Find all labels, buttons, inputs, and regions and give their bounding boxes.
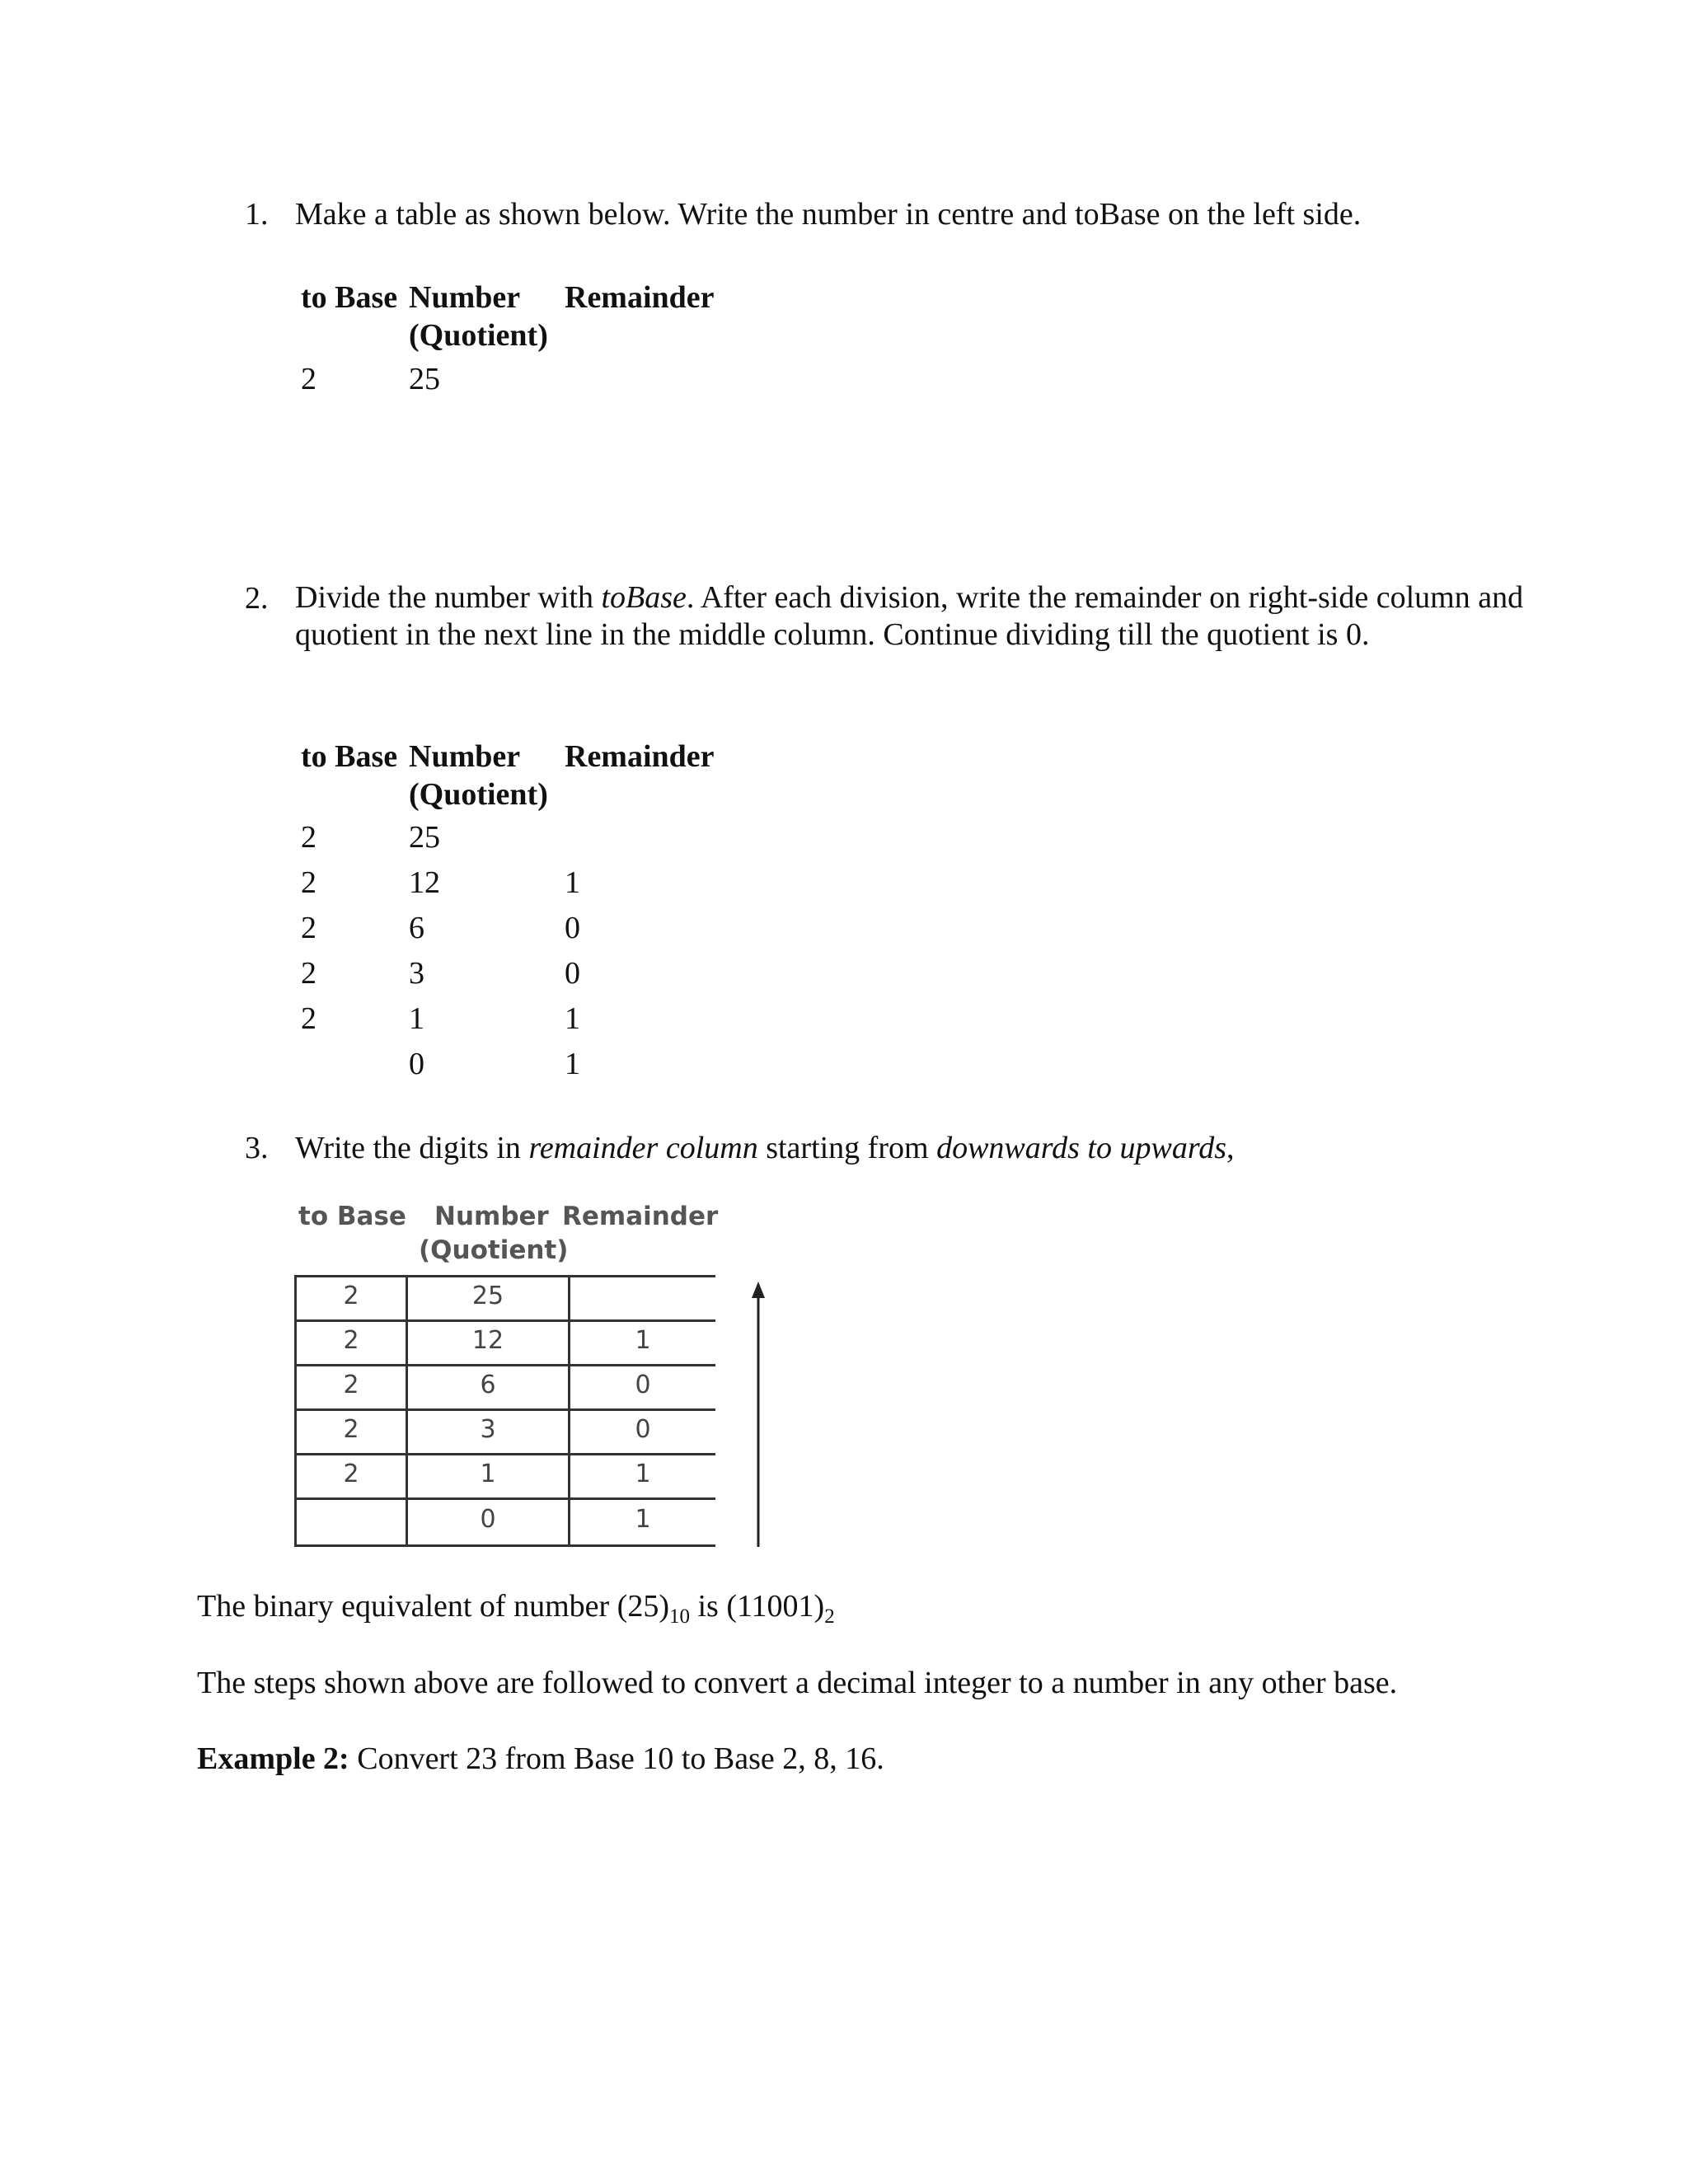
table-row-quotient: 0 xyxy=(480,1505,496,1534)
table-row-quotient: 25 xyxy=(471,1282,504,1310)
cell-base: 2 xyxy=(301,362,316,396)
table-row-remainder: 1 xyxy=(635,1326,651,1355)
table-row-base: 2 xyxy=(301,911,316,945)
example-label: Example 2: xyxy=(197,1741,349,1776)
table-row-remainder: 1 xyxy=(565,865,580,900)
table-row-base: 2 xyxy=(343,1460,359,1488)
table-rule xyxy=(294,1408,715,1411)
table-row-quotient: 12 xyxy=(471,1326,504,1355)
step-2-number: 2. xyxy=(245,581,269,616)
table-row-remainder: 1 xyxy=(635,1460,651,1488)
header-number: Number xyxy=(409,739,521,774)
header-to-base: to Base xyxy=(298,1202,406,1231)
up-arrow-icon xyxy=(746,1282,771,1549)
step-3-number: 3. xyxy=(245,1131,269,1165)
header-remainder: Remainder xyxy=(562,1202,719,1231)
step-3-emphasis: downwards to upwards xyxy=(936,1131,1226,1165)
method-note: The steps shown above are followed to convert a decimal integer to a number in any other base. xyxy=(197,1666,1398,1700)
table-rule xyxy=(294,1319,715,1322)
table-row-remainder: 0 xyxy=(635,1415,651,1444)
step-2-emphasis: toBase xyxy=(601,580,687,615)
header-number: Number xyxy=(409,280,521,315)
table-row-remainder: 0 xyxy=(565,911,580,945)
table-row-quotient: 6 xyxy=(480,1371,496,1399)
table-row-remainder: 0 xyxy=(635,1371,651,1399)
header-number: Number xyxy=(434,1202,549,1231)
binary-result: The binary equivalent of number $(25)_{10}$ is $(11001)_2$ xyxy=(197,1589,835,1628)
header-quotient: (Quotient) xyxy=(419,1235,569,1265)
table-row-quotient: 3 xyxy=(480,1415,496,1444)
table-row-base: 2 xyxy=(343,1415,359,1444)
table-row-quotient: 12 xyxy=(409,865,440,900)
header-quotient: (Quotient) xyxy=(409,318,548,353)
example-heading: Example 2: Convert 23 from Base 10 to Base 2, 8, 16. xyxy=(197,1741,884,1776)
step-2-text: Divide the number with toBase. After each division, write the remainder on right-side column and quotient in the next line in the middle column. Continue dividing till the quotient is 0. xyxy=(295,580,1524,652)
table-row-quotient: 0 xyxy=(409,1047,424,1081)
table-rule xyxy=(294,1275,715,1277)
table-row-quotient: 1 xyxy=(409,1001,424,1036)
table-rule xyxy=(294,1364,715,1366)
table-row-remainder: 1 xyxy=(635,1505,651,1534)
table-rule xyxy=(294,1275,297,1547)
table-row-remainder: 1 xyxy=(565,1001,580,1036)
table-row-base: 2 xyxy=(301,956,316,991)
table-row-quotient: 25 xyxy=(409,820,440,855)
step-1-number: 1. xyxy=(245,197,269,232)
header-quotient: (Quotient) xyxy=(409,777,548,812)
table-row-remainder: 0 xyxy=(565,956,580,991)
table-rule xyxy=(294,1497,715,1500)
table-row-base: 2 xyxy=(343,1326,359,1355)
table-row-base: 2 xyxy=(301,865,316,900)
cell-number: 25 xyxy=(409,362,440,396)
step-1-text: Make a table as shown below. Write the number in centre and toBase on the left side. xyxy=(295,197,1362,232)
table-row-base: 2 xyxy=(301,1001,316,1036)
table-row-base: 2 xyxy=(301,820,316,855)
table-rule xyxy=(294,1453,715,1455)
table-row-remainder: 1 xyxy=(565,1047,580,1081)
header-to-base: to Base xyxy=(301,280,398,315)
header-remainder: Remainder xyxy=(565,739,715,774)
table-row-quotient: 3 xyxy=(409,956,424,991)
table-row-base: 2 xyxy=(343,1371,359,1399)
header-to-base: to Base xyxy=(301,739,398,774)
table-rule xyxy=(294,1544,715,1547)
table-row-base: 2 xyxy=(343,1282,359,1310)
table-row-quotient: 1 xyxy=(480,1460,496,1488)
step-3-emphasis: remainder column xyxy=(528,1131,758,1165)
step-3-text: Write the digits in remainder column starting from downwards to upwards, xyxy=(295,1131,1235,1165)
table-row-quotient: 6 xyxy=(409,911,424,945)
header-remainder: Remainder xyxy=(565,280,715,315)
